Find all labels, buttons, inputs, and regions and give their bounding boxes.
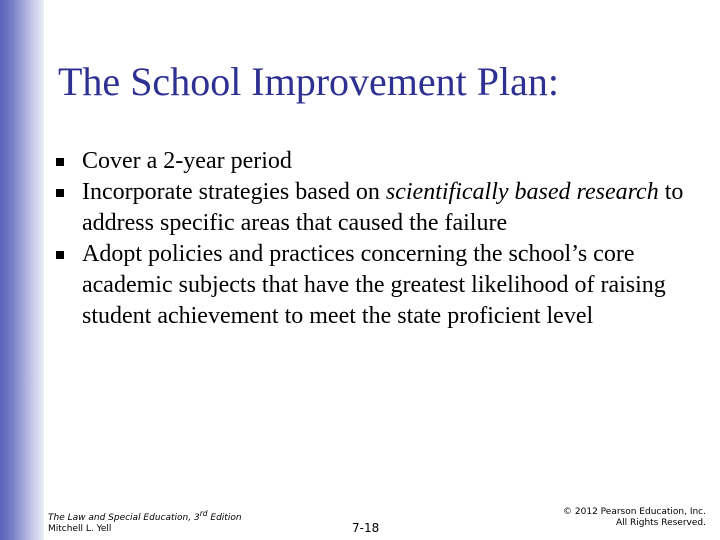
bullet-text: Incorporate strategies based on <box>82 179 386 205</box>
bullet-text: to address specific areas that caused the failure <box>82 179 684 236</box>
square-bullet-icon <box>56 251 64 259</box>
bullet-item <box>52 146 692 177</box>
bullet-text: Adopt policies and practices concerning the school’s core academic subjects that have the greatest likelihood of raising student achievement to meet the state proficient level <box>82 241 666 329</box>
bullet-item <box>52 177 692 239</box>
decorative-left-band <box>0 0 44 540</box>
bullet-text: Cover a 2-year period <box>82 148 292 174</box>
page-number: 7-18 <box>352 521 380 535</box>
footer-copyright <box>563 507 706 529</box>
copyright-line-2: All Rights Reserved. <box>615 518 706 528</box>
footer-book-info <box>48 508 242 535</box>
footer-author: Mitchell L. Yell <box>48 524 112 534</box>
bullet-text-italic: scientifically based research <box>385 179 659 205</box>
edition-superscript: rd <box>199 509 208 518</box>
footer-book-title: The Law and Special Education, 3rd Edition <box>48 509 242 523</box>
bullet-list <box>52 146 692 332</box>
bullet-item <box>52 239 692 332</box>
copyright-line-1: © 2012 Pearson Education, Inc. <box>563 507 706 517</box>
square-bullet-icon <box>56 189 64 197</box>
slide-title: The School Improvement Plan: <box>58 59 560 104</box>
square-bullet-icon <box>56 158 64 166</box>
